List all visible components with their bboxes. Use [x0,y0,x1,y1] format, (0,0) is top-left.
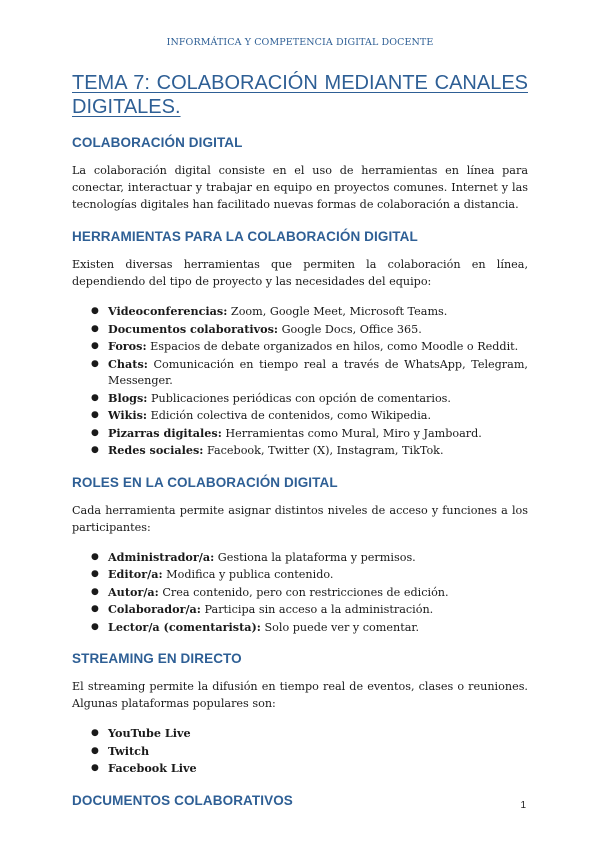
list-item-desc: Gestiona la plataforma y permisos. [214,550,416,564]
list-item [72,743,528,761]
list-item [72,390,528,408]
list-item-term: Foros: [108,339,147,353]
list-item-desc: Herramientas como Mural, Miro y Jamboard. [221,426,482,440]
bullet-icon: ● [91,323,99,334]
list-item-term: Autor/a: [108,584,159,599]
list-item-desc: Crea contenido, pero con restricciones de edición. [158,585,449,599]
bullet-icon: ● [91,586,99,597]
list-item [72,549,528,567]
bullet-icon: ● [91,445,99,455]
section-heading-documentos: DOCUMENTOS COLABORATIVOS [72,792,293,808]
streaming-list [72,725,528,778]
bullet-icon: ● [91,604,99,614]
bullet-icon: ● [91,621,99,632]
list-item-desc: Facebook, Twitter (X), Instagram, TikTok. [203,444,444,457]
bullet-icon: ● [91,306,99,316]
list-item [72,725,528,743]
list-item-term: Pizarras digitales: [108,425,222,440]
list-item [72,356,528,390]
bullet-icon: ● [91,763,99,773]
list-item [72,303,528,321]
list-item-term: Lector/a (comentarista): [108,619,261,634]
list-item-term: Facebook Live [108,761,197,775]
tools-list [72,303,528,460]
list-item-desc: Comunicación en tiempo real a través de WhatsApp, Telegram, Messenger. [108,357,528,387]
list-item-desc: Espacios de debate organizados en hilos, como Moodle o Reddit. [146,340,519,353]
section-heading-colaboracion: COLABORACIÓN DIGITAL [72,135,243,150]
list-item [72,407,528,425]
chapter-title: TEMA 7: COLABORACIÓN MEDIANTE CANALES DIGITALES. [72,72,528,118]
bullet-icon: ● [91,427,99,438]
list-item-desc: Participa sin acceso a la administración. [200,603,434,616]
page-number: 1 [520,800,526,811]
list-item-desc: Google Docs, Office 365. [278,322,422,336]
list-item-desc: Modifica y publica contenido. [162,568,334,581]
section-heading-herramientas: HERRAMIENTAS PARA LA COLABORACIÓN DIGITAL [72,229,418,244]
section-paragraph-streaming: El streaming permite la difusión en tiempo real de eventos, clases o reuniones. Algunas plataformas populares son: [72,680,528,710]
list-item [72,584,528,602]
list-item [72,321,528,339]
bullet-icon: ● [91,569,99,579]
list-item [72,425,528,443]
list-item-term: Editor/a: [108,567,163,581]
list-item [72,566,528,584]
list-item [72,619,528,637]
running-header: INFORMÁTICA Y COMPETENCIA DIGITAL DOCENTE [166,37,434,48]
list-item-desc: Edición colectiva de contenidos, como Wikipedia. [147,409,432,422]
list-item-term: Administrador/a: [108,549,215,564]
list-item-term: YouTube Live [108,726,191,740]
roles-list [72,549,528,637]
bullet-icon: ● [91,341,99,351]
section-heading-roles: ROLES EN LA COLABORACIÓN DIGITAL [72,474,338,490]
list-item-desc: Solo puede ver y comentar. [260,620,420,634]
list-item [72,760,528,778]
list-item-term: Redes sociales: [108,443,204,457]
bullet-icon: ● [91,392,99,403]
bullet-icon: ● [91,410,99,420]
list-item-term: Videoconferencias: [108,304,228,318]
bullet-icon: ● [91,728,99,738]
section-heading-streaming: STREAMING EN DIRECTO [72,651,242,666]
list-item [72,442,528,460]
section-paragraph-colaboracion: La colaboración digital consiste en el uso de herramientas en línea para conectar, interactuar y trabajar en equipo en proyectos comunes. Internet y las tecnologías digitales han facilitado nuevas formas de colaboración a distancia. [72,164,528,211]
list-item-term: Blogs: [108,390,148,405]
list-item [72,601,528,619]
section-paragraph-herramientas: Existen diversas herramientas que permiten la colaboración en línea, dependiendo del tipo de proyecto y las necesidades del equipo: [72,258,528,288]
bullet-icon: ● [91,745,99,756]
list-item-desc: Publicaciones periódicas con opción de comentarios. [147,391,451,405]
section-paragraph-roles: Cada herramienta permite asignar distintos niveles de acceso y funciones a los participantes: [72,503,528,534]
list-item [72,338,528,356]
list-item-desc: Zoom, Google Meet, Microsoft Teams. [227,305,448,318]
bullet-icon: ● [91,551,99,562]
list-item-term: Documentos colaborativos: [108,321,279,336]
bullet-icon: ● [91,358,99,369]
list-item-term: Colaborador/a: [108,602,201,616]
list-item-term: Chats: [108,356,148,371]
page-content [72,71,528,810]
list-item-term: Wikis: [108,408,148,422]
list-item-term: Twitch [108,743,150,758]
